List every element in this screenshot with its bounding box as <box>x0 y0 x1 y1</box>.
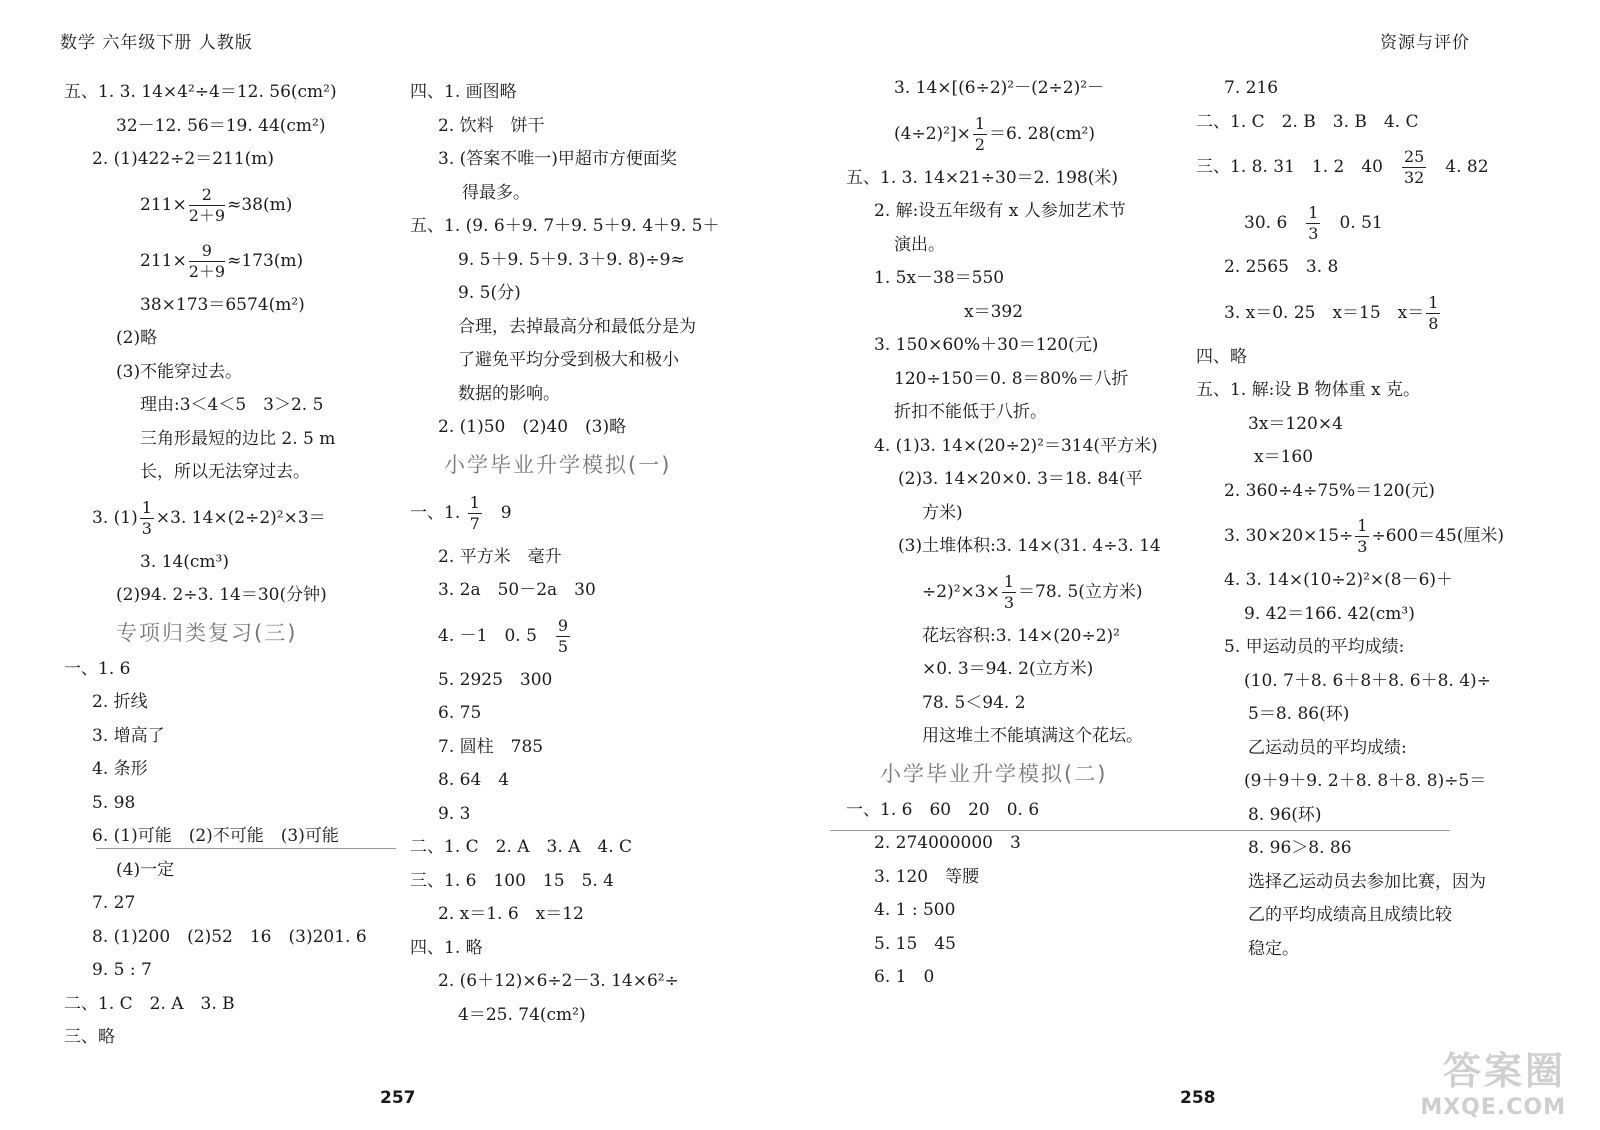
denominator: 3 <box>1003 592 1014 612</box>
fraction <box>140 498 154 539</box>
section-title: 小学毕业升学模拟(二) <box>880 761 1108 786</box>
numerator: 1 <box>469 492 480 512</box>
answer-line: 3. (答案不唯一)甲超市方便面奖 <box>438 149 677 169</box>
denominator: 8 <box>1428 313 1439 333</box>
text: 0. 51 <box>1322 213 1383 233</box>
text: 3. x＝0. 25 x＝15 x＝ <box>1224 302 1425 323</box>
text: ×3. 14×(2÷2)²×3＝ <box>155 507 326 528</box>
answer-line: 五、1. 3. 14×4²÷4＝12. 56(cm²) <box>64 82 337 102</box>
answer-line: 5. 甲运动员的平均成绩: <box>1224 637 1405 657</box>
answer-line: (3)不能穿过去。 <box>116 361 243 382</box>
answer-line: ×0. 3＝94. 2(立方米) <box>922 659 1094 679</box>
answer-line: 演出。 <box>894 234 945 255</box>
answer-line: 2. 解:设五年级有 x 人参加艺术节 <box>874 201 1126 221</box>
text: ＝6. 28(cm²) <box>989 123 1096 144</box>
answer-line: 2. (1)422÷2＝211(m) <box>92 149 275 169</box>
fraction <box>1426 293 1440 334</box>
text: ≈173(m) <box>227 250 304 271</box>
answer-line: (9＋9＋9. 2＋8. 8＋8. 8)÷5＝ <box>1244 771 1487 791</box>
answer-line: 二、1. C 2. B 3. B 4. C <box>1196 111 1419 132</box>
answer-column-4 <box>1196 72 1504 966</box>
text: 211× <box>140 250 187 271</box>
answer-line: 3. 150×60%＋30＝120(元) <box>874 335 1099 355</box>
answer-line: x＝392 <box>964 301 1024 322</box>
answer-line: 6. 75 <box>438 703 482 723</box>
answer-line <box>64 233 367 289</box>
denominator: 3 <box>141 518 152 538</box>
answer-line <box>64 490 367 546</box>
answer-line: 二、1. C 2. A 3. A 4. C <box>410 837 633 857</box>
answer-line: 四、1. 画图略 <box>410 82 517 102</box>
answer-line: 折扣不能低于八折。 <box>894 402 1047 422</box>
text: ÷600＝45(厘米) <box>1371 526 1505 546</box>
answer-line: 合理，去掉最高分和最低分是为 <box>458 316 696 337</box>
watermark-url: MXQE.COM <box>1420 1095 1566 1120</box>
numerator: 1 <box>1428 292 1439 312</box>
denominator: 2 <box>974 134 986 154</box>
answer-line: 3. 120 等腰 <box>874 866 980 887</box>
answer-line: 32－12. 56＝19. 44(cm²) <box>116 115 326 136</box>
page-number-right: 258 <box>1180 1088 1216 1108</box>
answer-line: 8. 96(环) <box>1248 804 1322 825</box>
answer-line: 9. 42＝166. 42(cm³) <box>1244 603 1415 624</box>
answer-line: 2. 2565 3. 8 <box>1224 257 1339 277</box>
text: 一、1. <box>410 502 466 523</box>
answer-line <box>1196 285 1504 341</box>
scan-divider-line <box>830 830 1450 831</box>
text: ÷2)²×3× <box>922 581 1000 602</box>
answer-line: 2. x＝1. 6 x＝12 <box>438 904 584 924</box>
answer-line: 四、略 <box>1196 346 1247 367</box>
answer-column-3 <box>846 72 1161 995</box>
answer-line: 7. 27 <box>92 893 136 913</box>
answer-line: (2)3. 14×20×0. 3＝18. 84(平 <box>898 469 1143 489</box>
text: ≈38(m) <box>227 194 293 215</box>
answer-line: 4. (1)3. 14×(20÷2)²＝314(平方米) <box>874 435 1158 456</box>
answer-line: 稳定。 <box>1248 938 1299 959</box>
answer-line: 7. 216 <box>1224 78 1279 98</box>
answer-line <box>1196 195 1504 251</box>
answer-line: (10. 7＋8. 6＋8＋8. 6＋8. 4)÷ <box>1244 670 1491 691</box>
text: 3. (1) <box>92 507 138 528</box>
answer-line: 三、略 <box>64 1027 115 1047</box>
answer-line: 3. 14(cm³) <box>140 551 229 572</box>
answer-line: 3. 14×[(6÷2)²－(2÷2)²－ <box>894 78 1105 98</box>
answer-line: 5. 15 45 <box>874 933 956 954</box>
fraction <box>468 493 482 534</box>
answer-line: 5. 2925 300 <box>438 669 553 690</box>
answer-line: 理由:3＜4＜5 3＞2. 5 <box>140 395 324 415</box>
answer-line: 三、1. 6 100 15 5. 4 <box>410 870 614 891</box>
text: 211× <box>140 194 187 215</box>
numerator: 1 <box>974 113 986 133</box>
section-title: 小学毕业升学模拟(一) <box>444 452 672 477</box>
answer-line: 五、1. 3. 14×21÷30＝2. 198(米) <box>846 167 1118 188</box>
denominator: 2＋9 <box>188 261 226 281</box>
answer-line <box>1196 508 1504 564</box>
answer-line: 2. (6＋12)×6÷2－3. 14×6²÷ <box>438 971 679 991</box>
answer-line: 4. 3. 14×(10÷2)²×(8－6)＋ <box>1224 570 1454 590</box>
answer-line: 8. 96＞8. 86 <box>1248 838 1352 858</box>
answer-line: 4＝25. 74(cm²) <box>458 1004 586 1025</box>
answer-line: 6. 1 0 <box>874 967 935 987</box>
answer-line: 五、1. (9. 6＋9. 7＋9. 5＋9. 4＋9. 5＋ <box>410 216 720 236</box>
watermark <box>1420 1040 1566 1120</box>
section-title: 专项归类复习(三) <box>116 620 298 645</box>
answer-column-1 <box>64 76 367 1055</box>
answer-line: 2. 平方米 毫升 <box>438 546 562 567</box>
text: 3. 30×20×15÷ <box>1224 526 1354 546</box>
answer-column-2 <box>410 76 719 1032</box>
numerator: 1 <box>1003 571 1014 591</box>
answer-line: 5＝8. 86(环) <box>1248 704 1350 724</box>
watermark-title: 答案圈 <box>1442 1049 1566 1093</box>
answer-line: 38×173＝6574(m²) <box>140 294 305 315</box>
text: 4. －1 0. 5 <box>438 625 554 646</box>
answer-line: 8. 64 4 <box>438 770 510 790</box>
answer-line: (3)土堆体积:3. 14×(31. 4÷3. 14 <box>898 536 1161 556</box>
answer-line <box>846 106 1161 162</box>
text: 三、1. 8. 31 1. 2 40 <box>1196 157 1400 177</box>
fraction <box>1306 203 1320 244</box>
page-header-right: 资源与评价 <box>1380 33 1470 53</box>
numerator: 2 <box>189 185 225 206</box>
answer-line: 长，所以无法穿过去。 <box>140 462 310 482</box>
answer-line: 7. 圆柱 785 <box>438 736 544 757</box>
fraction <box>1002 572 1016 613</box>
answer-line: 2. 饮料 饼干 <box>438 115 545 136</box>
answer-line: 得最多。 <box>462 182 530 203</box>
denominator: 7 <box>469 513 480 533</box>
answer-line: 3. 增高了 <box>92 725 165 746</box>
answer-line: x＝160 <box>1254 447 1314 467</box>
answer-line: 2. 274000000 3 <box>874 833 1021 853</box>
denominator: 2＋9 <box>188 205 226 225</box>
text: (4÷2)²]× <box>894 123 971 144</box>
answer-line: 三角形最短的边比 2. 5 m <box>140 428 336 449</box>
answer-line: (4)一定 <box>116 859 175 880</box>
denominator: 5 <box>557 636 569 656</box>
answer-line: 乙运动员的平均成绩: <box>1248 737 1407 758</box>
answer-line <box>1196 139 1504 195</box>
answer-line: 1. 5x－38＝550 <box>874 268 1005 288</box>
answer-line: 四、1. 略 <box>410 937 483 958</box>
answer-line: 乙的平均成绩高且成绩比较 <box>1248 905 1452 925</box>
text: 9 <box>483 502 512 523</box>
answer-line: 一、1. 6 <box>64 658 131 679</box>
fraction <box>189 241 225 282</box>
fraction <box>189 185 225 226</box>
answer-line <box>410 608 719 664</box>
text: 4. 82 <box>1428 157 1489 177</box>
numerator: 1 <box>1357 516 1368 535</box>
answer-line: 数据的影响。 <box>458 383 560 404</box>
answer-line <box>410 485 719 541</box>
answer-line <box>846 564 1161 620</box>
answer-line: 2. 360÷4÷75%＝120(元) <box>1224 480 1435 501</box>
answer-line: (2)略 <box>116 328 158 348</box>
answer-line: 4. 1 : 500 <box>874 900 956 920</box>
answer-line: 2. (1)50 (2)40 (3)略 <box>438 417 627 437</box>
fraction <box>1402 147 1426 188</box>
answer-line: 了避免平均分受到极大和极小 <box>458 350 679 370</box>
answer-line: 78. 5＜94. 2 <box>922 692 1026 713</box>
answer-line: 花坛容积:3. 14×(20÷2)² <box>922 625 1120 646</box>
answer-line: 9. 3 <box>438 803 471 824</box>
answer-line: 3x＝120×4 <box>1248 413 1343 434</box>
answer-line: 5. 98 <box>92 792 136 813</box>
answer-line: 二、1. C 2. A 3. B <box>64 993 235 1014</box>
denominator: 3 <box>1357 537 1368 556</box>
answer-line: 4. 条形 <box>92 759 148 779</box>
text: 30. 6 <box>1244 213 1305 233</box>
answer-line: 9. 5(分) <box>458 283 521 303</box>
answer-line: 8. (1)200 (2)52 16 (3)201. 6 <box>92 926 367 947</box>
numerator: 25 <box>1403 147 1425 166</box>
fraction <box>556 616 570 657</box>
answer-line: 选择乙运动员去参加比赛，因为 <box>1248 871 1486 892</box>
answer-line: 120÷150＝0. 8＝80%＝八折 <box>894 368 1129 389</box>
answer-line: 方米) <box>922 502 963 523</box>
denominator: 32 <box>1403 168 1425 187</box>
denominator: 3 <box>1308 224 1319 243</box>
fraction <box>973 114 987 155</box>
page-header-left: 数学 六年级下册 人教版 <box>60 33 253 53</box>
scan-divider-line <box>96 848 396 849</box>
numerator: 1 <box>1308 203 1319 222</box>
answer-line: 用这堆土不能填满这个花坛。 <box>922 726 1143 746</box>
answer-line <box>64 177 367 233</box>
fraction <box>1355 516 1369 557</box>
numerator: 9 <box>557 615 569 635</box>
numerator: 1 <box>141 497 152 517</box>
answer-line: 五、1. 解:设 B 物体重 x 克。 <box>1196 380 1421 400</box>
answer-line: 3. 2a 50－2a 30 <box>438 580 596 600</box>
answer-line: 9. 5＋9. 5＋9. 3＋9. 8)÷9≈ <box>458 249 685 270</box>
answer-line: 一、1. 6 60 20 0. 6 <box>846 799 1040 820</box>
answer-line: 2. 折线 <box>92 692 148 712</box>
answer-line: (2)94. 2÷3. 14＝30(分钟) <box>116 585 327 605</box>
answer-line: 9. 5 : 7 <box>92 960 152 980</box>
text: ＝78. 5(立方米) <box>1018 581 1143 602</box>
page-number-left: 257 <box>380 1088 416 1108</box>
numerator: 9 <box>189 241 225 262</box>
answer-line: 6. (1)可能 (2)不可能 (3)可能 <box>92 826 339 846</box>
